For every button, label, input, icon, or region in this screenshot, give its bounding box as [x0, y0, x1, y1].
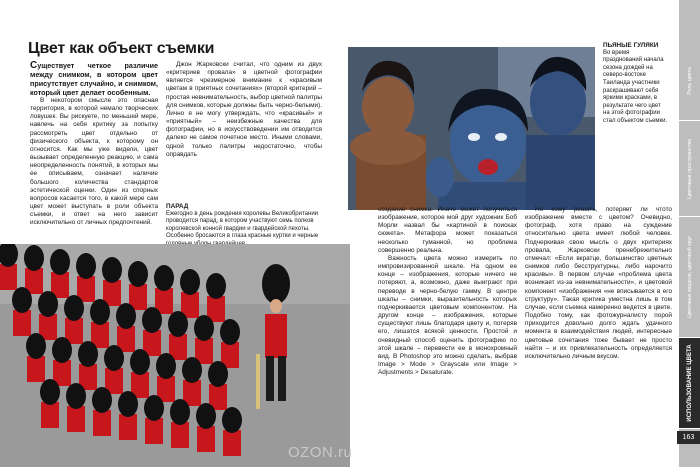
- sidebar-tab-label: Цветовые модели, цветовой круг: [686, 235, 693, 319]
- bearskin-hat: [92, 387, 112, 413]
- caption-heading: ПЬЯНЫЕ ГУЛЯКИ: [603, 42, 659, 49]
- red-tunic: [119, 414, 137, 440]
- bearskin-hat: [52, 337, 72, 363]
- bearskin-hat: [66, 383, 86, 409]
- bearskin-hat: [12, 287, 32, 313]
- parade-caption: [166, 203, 322, 249]
- bearskin-hat: [64, 295, 84, 321]
- bearskin-hat: [154, 265, 174, 291]
- page-number: 163: [677, 431, 700, 444]
- guards-parade-photo: [0, 244, 353, 467]
- caption-text: Во время празднований начала сезона дождей на северо-востоке Таиланда участники раскрашивают себя яркими красками, в результате чего цвет на этой фотографии стал объектом съемки.: [603, 49, 668, 124]
- body-paragraph: В некотором смысле это опасная территория, в которой немало творческих ловушек. Вы рискуете, по меньшей мере, навлечь на себя критику за попытку рассмотреть цвет отдельно от физического объекта, к которому он относится. Как мы уже видели, цвет вызывает определенную реакцию, и сама неопределенность понятий, в которых мы ее описываем, означает наличие большого количества стандартов эстетической оценки. Один из спорных вопросов касается того, в какой мере сам цвет может выступать в роли объекта съемки, и ответ на него зависит исключительно от личных предпочтений.: [30, 97, 158, 227]
- bearskin-hat: [194, 315, 214, 341]
- bearskin-hat: [130, 349, 150, 375]
- text-column-1: [30, 61, 158, 228]
- bearskin-hat: [102, 257, 122, 283]
- bearskin-hat: [78, 341, 98, 367]
- body-paragraph: Важность цвета можно измерить по импровизированной шкале. На одном ее конце – изображения, которые ничего не потеряют, а, возможно, даже выиграют при переводе в черно-белую гамму. В центре шкалы – снимки, выразительность которых подчеркивается цветовым компонентом. На другом конце – изображения, которые существуют лишь благодаря цвету и, потеряв его, лишатся всякой ценности. Простой и очевидный способ оценить фотографию по этой шкале – перевести ее в монохромный вид. В Photoshop это можно сделать, выбрав Image > Mode > Grayscale или Image > Adjustments > Desaturate.: [378, 254, 517, 377]
- bearskin-hat: [222, 407, 242, 433]
- watermark: OZON.ru: [288, 444, 353, 461]
- sidebar-tab-usage[interactable]: [679, 338, 700, 429]
- bearskin-hat: [50, 249, 70, 275]
- bearskin-hat: [170, 399, 190, 425]
- body-paragraph: создание снимка. Иначе может получиться изображение, которое мой друг художник Боб Морли назвал бы «картиной в поисках сюжета». Метафора может показаться несколько туманной, но проблема совершенно реальна.: [378, 206, 517, 254]
- bearskin-hat: [180, 269, 200, 295]
- bearskin-hat: [90, 299, 110, 325]
- revelers-illustration: [348, 47, 595, 210]
- bearskin-hat: [128, 261, 148, 287]
- bearskin-hat: [26, 333, 46, 359]
- red-tunic: [93, 410, 111, 436]
- guards-illustration: [0, 244, 353, 467]
- body-paragraph: Джон Жарковски считал, что одним из двух «критериев провала» в цветной фотографии является чрезмерное внимание к «красивым цветам в приятных сочетаниях» (второй критерий – простая невнимательность, выбор цветной палитры для снимков, которые должны быть черно-белыми). Лично я не могу утверждать, что «красивый» и «приятный» – неизбежные качества для фотографии, но в искусствоведении им отводится далеко не самое почетное место. Иными словами, одной только палитры недостаточно, чтобы оправдать: [166, 61, 322, 158]
- sidebar-tab-label: ИСПОЛЬЗОВАНИЕ ЦВЕТА: [686, 344, 693, 422]
- bearskin-hat: [208, 361, 228, 387]
- revelers-photo: [348, 47, 595, 210]
- revelers-caption: [603, 42, 669, 126]
- body-paragraph: Но кому решать, потеряет ли чтото изображение вместе с цветом? Очевидно, фотограф, хотя право на суждение относительно цвета имеет любой человек. Подчеркивая свою мысль о двух критериях провала, Жарковски пренебрежительно отмечал: «Если вкратце, большинство цветных снимков либо бесструктурны, либо нарочито красивы». В первом случае «проблема цвета возникает из-за невнимательности», и цветовой компонент «изображения «не вписывается в его структуру». Такая критика уместна лишь в том случае, если съемка намеренно ведется в цвете. Подобно тому, как фотожурналисту порой приходится довольно долго ждать удачного момента в взаимодействия людей, интересные цветовые сочетания тоже бывает не просто найти – и их привлекательность определяется исключительно личным вкусом.: [525, 206, 672, 360]
- sidebar-tab-spaces[interactable]: [679, 121, 700, 217]
- text-column-3: [378, 206, 517, 377]
- text-column-4: [525, 206, 672, 361]
- red-tunic: [13, 310, 31, 336]
- bearskin-hat: [142, 307, 162, 333]
- sidebar-tab-models[interactable]: [679, 217, 700, 338]
- bearskin-hat: [116, 303, 136, 329]
- text-column-2: [166, 61, 322, 159]
- bearskin-hat: [104, 345, 124, 371]
- caption-text: Ежегодно в день рождения королевы Великобритании проводится парад, в котором участвуют семь полков королевской конной гвардии и гвардейской пехоты. Особенно бросаются в глаза красные куртки и черные: [166, 210, 319, 240]
- red-tunic: [41, 402, 59, 428]
- bearskin-hat: [38, 291, 58, 317]
- bearskin-hat: [24, 245, 44, 271]
- sidebar-tab-label: Цветовые пространства: [686, 138, 693, 199]
- page-title: Цвет как объект съемки: [28, 40, 215, 57]
- bearskin-hat: [76, 253, 96, 279]
- bearskin-hat: [196, 403, 216, 429]
- bearskin-hat: [220, 319, 240, 345]
- sidebar-tab-role[interactable]: [679, 42, 700, 121]
- lead-text: уществует четкое различие между снимком, в котором цвет присутствует случайно, и снимком, который цвет делает особенным.: [30, 61, 158, 97]
- bearskin-hat: [168, 311, 188, 337]
- bearskin-hat: [40, 379, 60, 405]
- drop-cap: С: [30, 60, 38, 71]
- red-tunic: [27, 356, 45, 382]
- bearskin-hat: [206, 273, 226, 299]
- sidebar-tab-label: Роль цвета: [686, 67, 693, 95]
- bearskin-hat: [118, 391, 138, 417]
- red-tunic: [145, 418, 163, 444]
- lead-paragraph: [30, 61, 158, 97]
- red-tunic: [223, 430, 241, 456]
- bearskin-hat: [144, 395, 164, 421]
- red-tunic: [67, 406, 85, 432]
- red-tunic: [0, 264, 17, 290]
- red-tunic: [171, 422, 189, 448]
- caption-heading: ПАРАД: [166, 203, 189, 210]
- section-sidebar: [679, 0, 700, 467]
- red-tunic: [197, 426, 215, 452]
- bearskin-hat: [156, 353, 176, 379]
- bearskin-hat: [182, 357, 202, 383]
